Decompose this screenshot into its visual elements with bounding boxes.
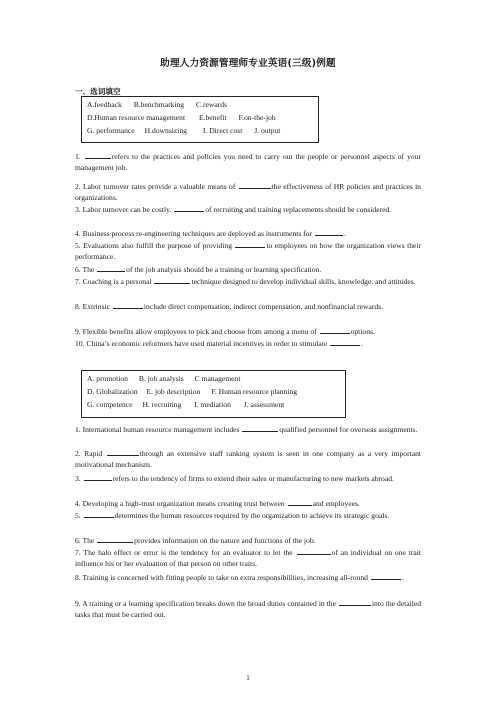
question-item: 3. Labor turnover can be costly. of recruiting and training replacements should be considered. — [75, 205, 392, 214]
question-item: 6. The of the job analysis should be a training or learning specification. — [75, 265, 322, 274]
option-item: E. job description — [146, 387, 201, 396]
answer-blank[interactable] — [315, 228, 343, 236]
answer-blank[interactable] — [297, 547, 331, 555]
answer-blank[interactable] — [84, 473, 112, 481]
question-item: 3. refers to the tendency of firms to extend their sales or manufacturing to new markets abroad. — [75, 474, 394, 483]
answer-blank[interactable] — [320, 326, 350, 334]
option-item: A. promotion — [87, 374, 128, 383]
option-item: D. Globalization — [87, 387, 138, 396]
question-item: 8. Extrinsic include direct compensation, indirect compensation, and nonfinancial rewards. — [75, 302, 384, 311]
word-bank-box-2 — [81, 370, 346, 418]
answer-blank[interactable] — [371, 572, 401, 580]
answer-blank[interactable] — [339, 598, 371, 606]
question-item: 7. Coaching is a personal technique designed to develop individual skills, knowledge, and attitudes. — [75, 277, 416, 286]
answer-blank[interactable] — [97, 264, 125, 272]
question-item: 7. The halo effect or error is the tendency for an evaluator to let the of an individual on one trait influence his or her evaluation of that person on other traits. — [75, 548, 421, 568]
word-bank-row — [87, 385, 340, 398]
question-item: 1. International human resource management includes qualified personnel for overseas assignments. — [75, 425, 418, 434]
question-item: 9. Flexible benefits allow employees to pick and choose from among a menu of options. — [75, 327, 375, 336]
option-item: B.benchmarking — [133, 100, 185, 109]
answer-blank[interactable] — [97, 535, 133, 543]
option-item: C management — [194, 374, 241, 383]
option-item: B. job analysis — [138, 374, 184, 383]
answer-blank[interactable] — [242, 424, 278, 432]
question-item: 5. determines the human resources required by the organization to achieve its strategic goals. — [75, 511, 390, 520]
word-bank-box-1 — [81, 96, 319, 143]
option-item: F. Human resource planning — [211, 387, 298, 396]
option-item: C.rewards — [196, 100, 228, 109]
option-item: D.Human resource management — [87, 113, 186, 122]
question-item: 4. Developing a high-trust organization means creating trust between and employees. — [75, 499, 360, 508]
option-item: E.benefit — [198, 113, 227, 122]
question-item: 2. Rapid through an extensive staff ranking system is seen in one company as a very important motivational mechanism. — [75, 449, 421, 469]
word-bank-row — [87, 98, 313, 111]
page-title: 助理人力资源管理师专业英语(三级)例题 — [160, 58, 336, 69]
option-item: H. recruiting — [142, 400, 182, 409]
option-item: J. output — [254, 126, 281, 135]
answer-blank[interactable] — [85, 151, 111, 159]
section-heading: 一、选词填空 — [75, 87, 121, 96]
word-bank-row — [87, 372, 340, 385]
option-item: J. assessment — [243, 400, 285, 409]
answer-blank[interactable] — [174, 204, 204, 212]
question-item: 1. refers to the practices and policies you need to carry out the people or personnel aspects of your management job. — [75, 152, 421, 172]
question-item: 4. Business process re-engineering techniques are deployed as instruments for . — [75, 229, 346, 238]
question-item: 8. Training is concerned with fitting people to take on extra responsibilities, increasing all-round . — [75, 573, 404, 582]
question-item: 9. A training or a learning specification breaks down the broad duties contained in the into the detailed tasks that must be carried out. — [75, 599, 421, 619]
option-item: F.on-the-job — [238, 113, 276, 122]
answer-blank[interactable] — [154, 276, 190, 284]
word-bank-row — [87, 398, 340, 411]
answer-blank[interactable] — [113, 301, 143, 309]
question-item: 10. China’s economic reformers have used material incentives in order to stimulate . — [75, 339, 364, 348]
option-item: G. competence — [87, 400, 133, 409]
question-item: 6. The provides information on the nature and functions of the job. — [75, 536, 316, 545]
word-bank-row — [87, 111, 313, 124]
answer-blank[interactable] — [330, 338, 360, 346]
question-item: 2. Labor turnover rates provide a valuable means of the effectiveness of HR policies and practices in organizations. — [75, 182, 421, 202]
page-number: 1 — [246, 673, 250, 682]
option-item: G. performance — [87, 126, 135, 135]
question-item: 5. Evaluations also fulfill the purpose of providing to employees on how the organization views their performance. — [75, 241, 421, 261]
answer-blank[interactable] — [235, 240, 265, 248]
answer-blank[interactable] — [239, 181, 271, 189]
option-item: A.feedback — [87, 100, 122, 109]
option-item: I. mediation — [194, 400, 231, 409]
option-item: H.downsizing — [144, 126, 187, 135]
option-item: I. Direct cost — [202, 126, 243, 135]
answer-blank[interactable] — [84, 510, 114, 518]
word-bank-row — [87, 124, 313, 137]
answer-blank[interactable] — [107, 448, 139, 456]
answer-blank[interactable] — [288, 498, 312, 506]
